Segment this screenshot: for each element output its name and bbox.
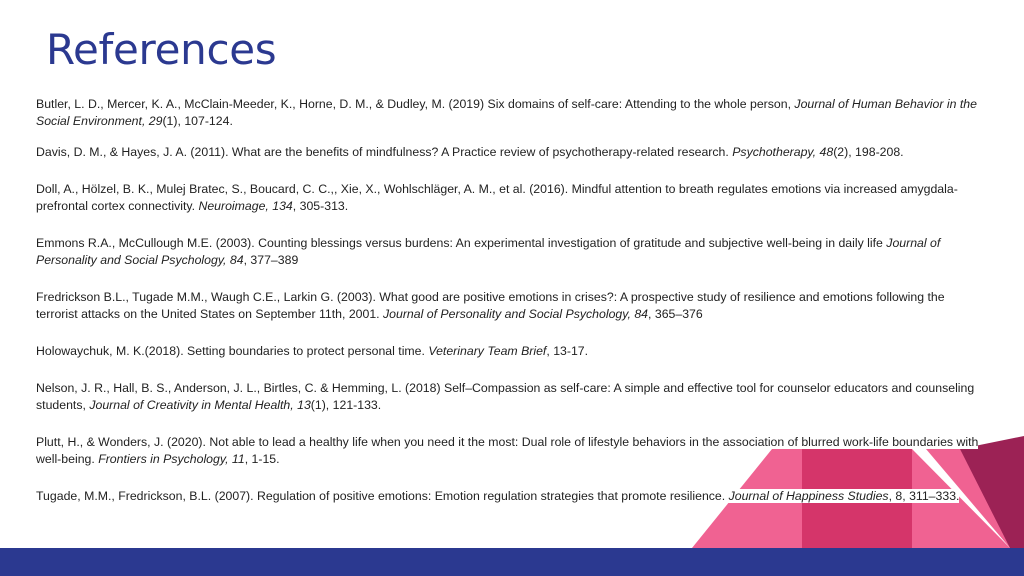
reference-details: , 13-17.	[546, 344, 589, 358]
reference-item	[36, 289, 986, 323]
reference-journal: Journal of Personality and Social Psychology, 84	[383, 307, 649, 321]
reference-item	[36, 380, 986, 414]
reference-text: Butler, L. D., Mercer, K. A., McClain-Meeder, K., Horne, D. M., & Dudley, M. (2019) Six domains of self-care: Attending to the whole person,	[36, 97, 795, 111]
reference-journal: Journal of Human Behavior in the Social Environment, 29	[36, 97, 977, 128]
reference-item	[36, 343, 986, 360]
reference-text: Holowaychuk, M. K.(2018). Setting boundaries to protect personal time.	[36, 344, 429, 358]
reference-text: Fredrickson B.L., Tugade M.M., Waugh C.E., Larkin G. (2003). What good are positive emotions in crises?: A prospective study of resilience and emotions following the terrorist attacks on the United States on September 11th, 2001.	[36, 290, 945, 321]
reference-item	[36, 181, 986, 215]
reference-item	[36, 96, 986, 130]
reference-item	[36, 434, 986, 468]
reference-details: (1), 107-124.	[162, 114, 233, 128]
reference-journal: Psychotherapy, 48	[732, 145, 834, 159]
reference-details: (1), 121-133.	[310, 398, 382, 412]
page-title: References	[46, 25, 277, 74]
reference-journal: Journal of Happiness Studies	[728, 489, 889, 503]
reference-details: (2), 198-208.	[833, 145, 904, 159]
reference-text: Davis, D. M., & Hayes, J. A. (2011). What are the benefits of mindfulness? A Practice review of psychotherapy-related research.	[36, 145, 733, 159]
reference-journal: Journal of Personality and Social Psychology, 84	[36, 236, 941, 267]
reference-list	[36, 96, 986, 505]
reference-text: Doll, A., Hölzel, B. K., Mulej Bratec, S., Boucard, C. C.,, Xie, X., Wohlschläger, A. M., et al. (2016). Mindful attention to breath regulates emotions via increased amygdala-prefrontal cortex connectivity.	[36, 182, 958, 213]
reference-details: , 1-15.	[244, 452, 280, 466]
reference-item	[36, 235, 986, 269]
reference-item	[36, 144, 986, 161]
reference-item	[36, 488, 986, 505]
reference-journal: Journal of Creativity in Mental Health, 13	[89, 398, 311, 412]
reference-journal: Frontiers in Psychology, 11	[98, 452, 245, 466]
reference-text: Tugade, M.M., Fredrickson, B.L. (2007). Regulation of positive emotions: Emotion regulation strategies that promote resilience.	[36, 489, 729, 503]
reference-details: , 365–376	[648, 307, 703, 321]
reference-journal: Veterinary Team Brief	[428, 344, 547, 358]
reference-text: Nelson, J. R., Hall, B. S., Anderson, J. L., Birtles, C. & Hemming, L. (2018) Self–Compassion as self-care: A simple and effective tool for counselor educators and counseling students,	[36, 381, 975, 412]
reference-details: , 377–389	[243, 253, 299, 267]
reference-text: Plutt, H., & Wonders, J. (2020). Not able to lead a healthy life when you need it the most: Dual role of lifestyle behaviors in the association of blurred work-life boundaries with well-being.	[36, 435, 979, 466]
reference-journal: Neuroimage, 134	[198, 199, 293, 213]
bottom-bar	[0, 548, 1024, 576]
reference-details: , 8, 311–333.	[888, 489, 960, 503]
reference-text: Emmons R.A., McCullough M.E. (2003). Counting blessings versus burdens: An experimental investigation of gratitude and subjective well-being in daily life	[36, 236, 887, 250]
reference-details: , 305-313.	[292, 199, 349, 213]
